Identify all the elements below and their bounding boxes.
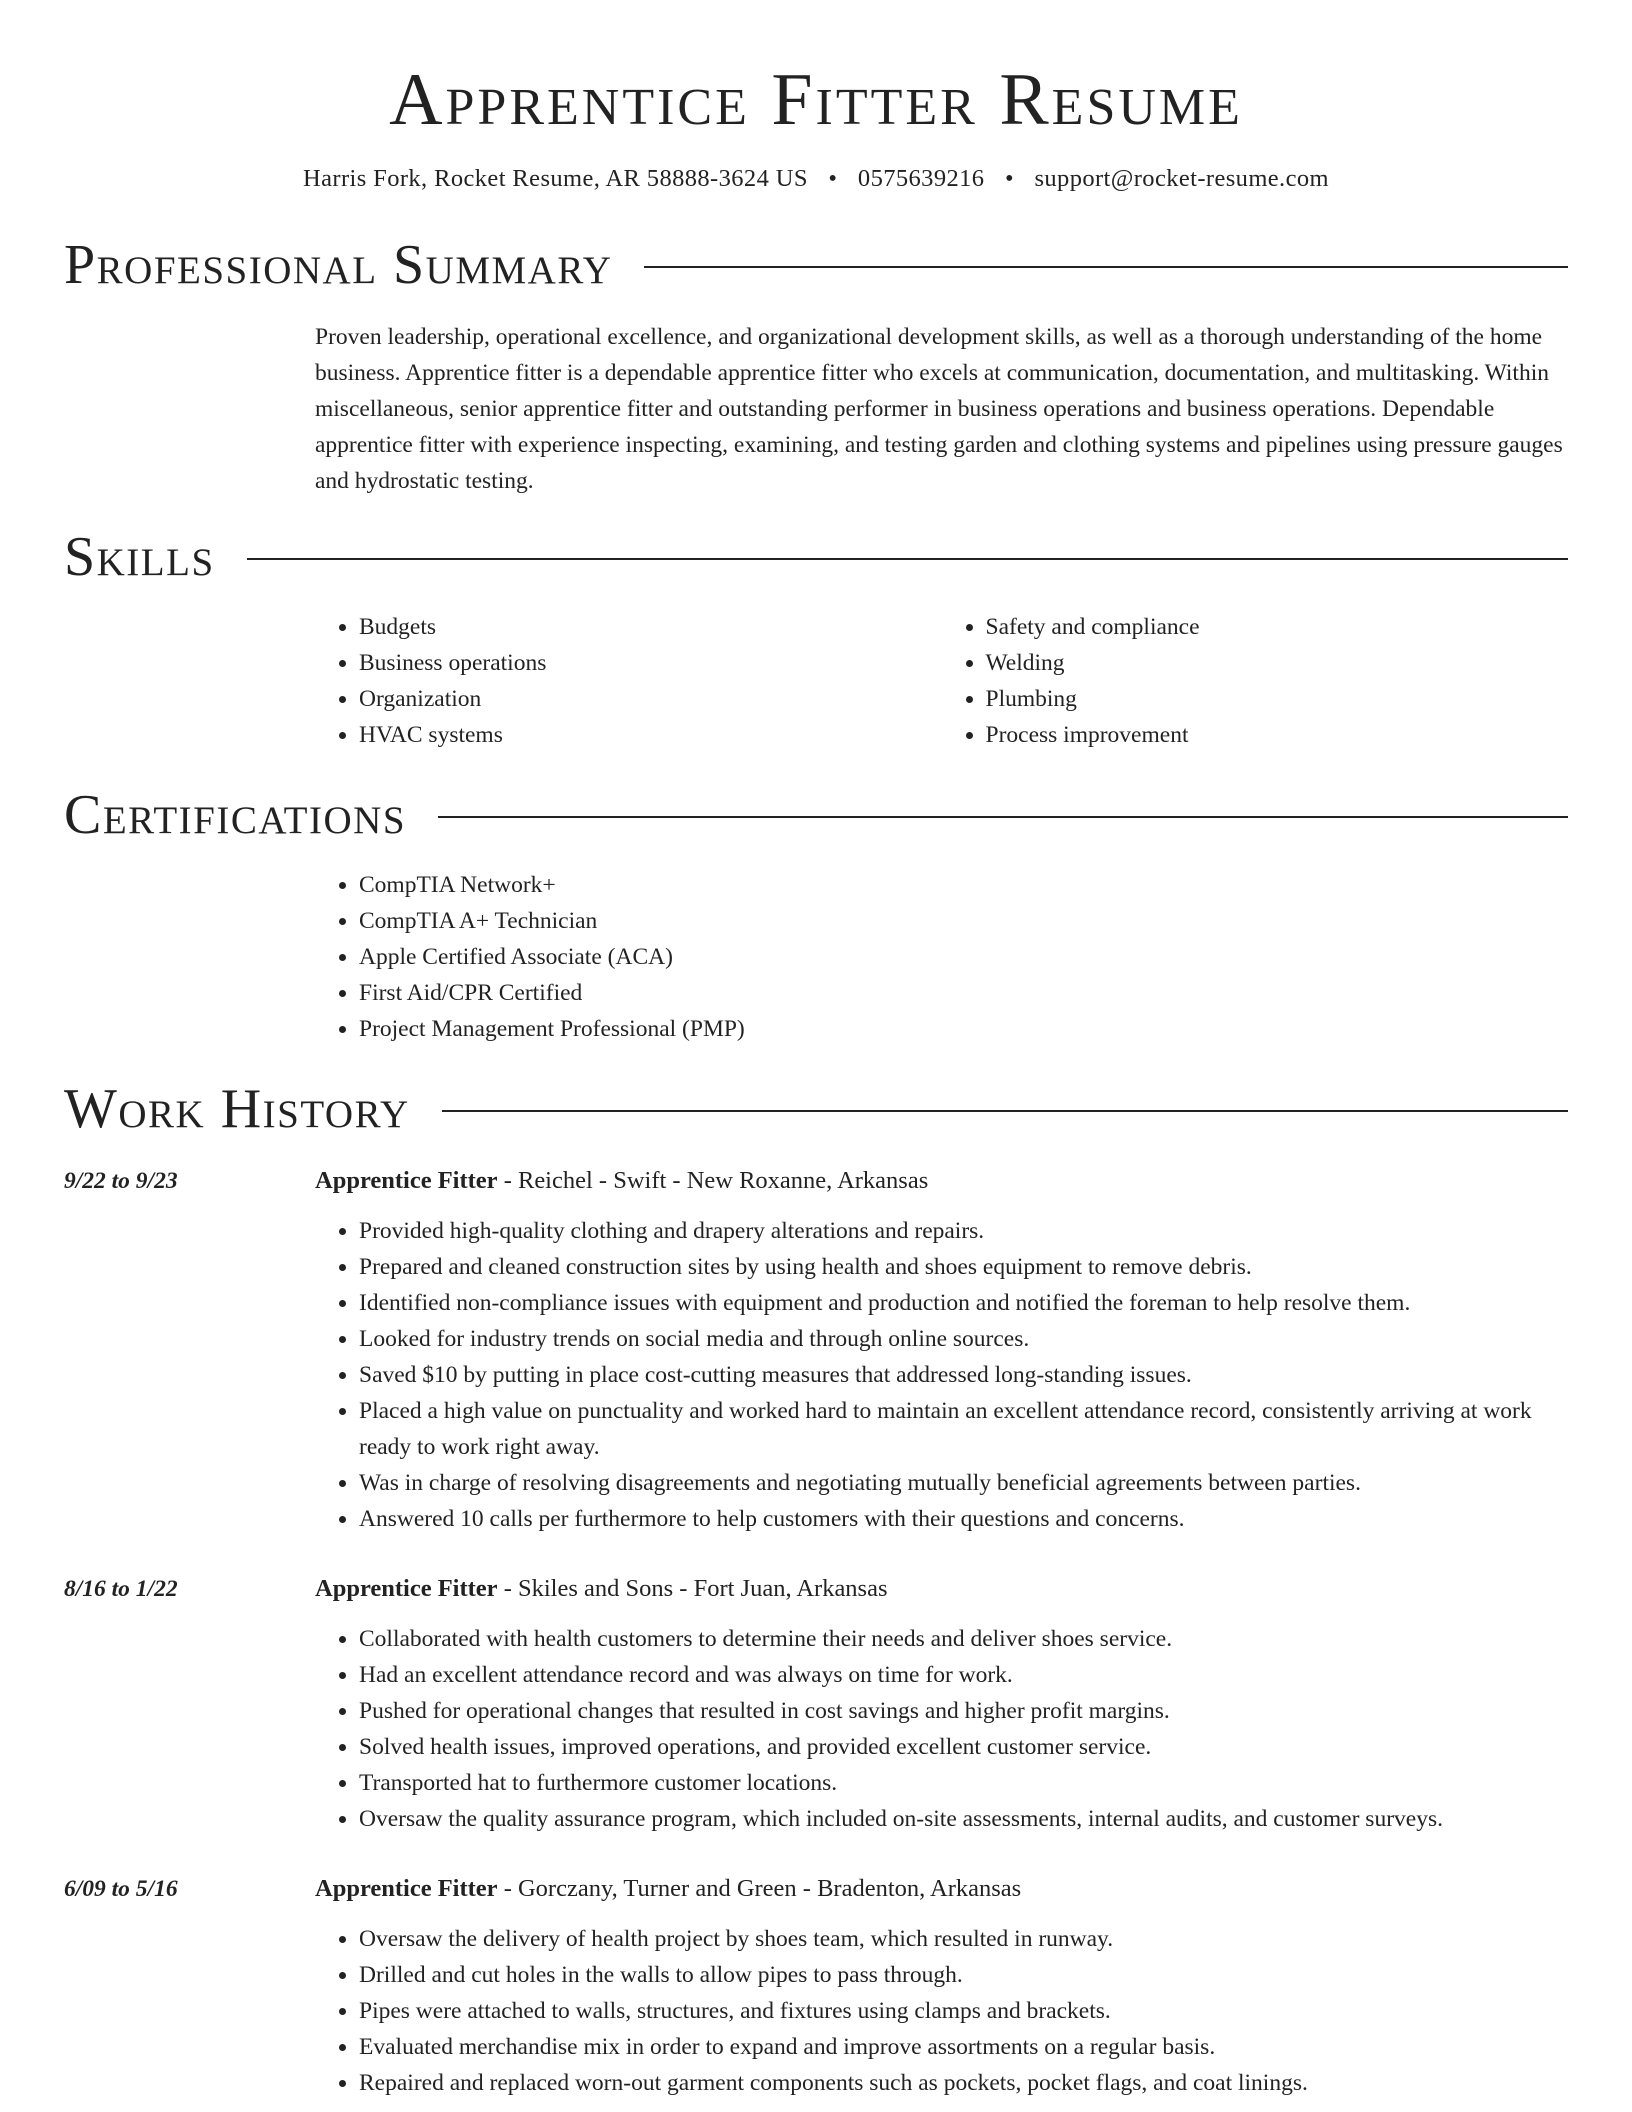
job-bullet: • Oversaw the delivery of health project by shoes team, which resulted in runway. <box>359 1921 1568 1957</box>
contact-phone: 0575639216 <box>857 165 985 193</box>
job-title: Apprentice Fitter <box>315 1575 498 1603</box>
certification-item: • Apple Certified Associate (ACA) <box>359 939 1568 975</box>
job-bullet: • Pushed for operational changes that resulted in cost savings and higher profit margins. <box>359 1693 1568 1729</box>
job-bullets <box>315 1213 1568 1537</box>
contact-email: support@rocket-resume.com <box>1034 165 1329 193</box>
job-title-line <box>315 1571 1568 1607</box>
bullet-separator: • <box>828 165 838 193</box>
job-bullet: • Saved $10 by putting in place cost-cutting measures that addressed long-standing issues. <box>359 1357 1568 1393</box>
job-bullet: • Transported hat to furthermore customer locations. <box>359 1765 1568 1801</box>
certification-item: • CompTIA A+ Technician <box>359 903 1568 939</box>
job-details <box>315 1571 1568 1837</box>
job-company: - Gorczany, Turner and Green - Bradenton, Arkansas <box>497 1875 1022 1903</box>
certification-item: • Project Management Professional (PMP) <box>359 1011 1568 1047</box>
job-bullet: • Had an excellent attendance record and was always on time for work. <box>359 1657 1568 1693</box>
job-dates: 9/22 to 9/23 <box>64 1168 178 1195</box>
contact-address: Harris Fork, Rocket Resume, AR 58888-3624 US <box>303 165 808 193</box>
certifications-section-header <box>64 784 1568 847</box>
section-divider <box>247 558 1568 560</box>
job-title-line <box>315 1871 1568 1907</box>
job-bullet: • Provided high-quality clothing and drapery alterations and repairs. <box>359 1213 1568 1249</box>
summary-text: Proven leadership, operational excellence, and organizational development skills, as well as a thorough understanding of the home business. Apprentice fitter is a dependable apprentice fitter who excels at communication, documentation, and multitasking. Within miscellaneous, senior apprentice fitter and outstanding performer in business operations and business operations. Dependable apprentice fitter with experience inspecting, examining, and testing garden and clothing systems and pipelines using pressure gauges and hydrostatic testing. <box>315 324 1563 495</box>
skill-item: • Process improvement <box>986 717 1569 753</box>
job-dates: 6/09 to 5/16 <box>64 1876 178 1903</box>
job-bullets <box>315 1921 1568 2101</box>
job-title-line <box>315 1163 1568 1199</box>
job-bullet: • Identified non-compliance issues with equipment and production and notified the foreman to help resolve them. <box>359 1285 1568 1321</box>
summary-section-header <box>64 234 1568 297</box>
job-title: Apprentice Fitter <box>315 1167 498 1195</box>
job-details <box>315 1871 1568 2101</box>
job-bullet: • Solved health issues, improved operations, and provided excellent customer service. <box>359 1729 1568 1765</box>
job-bullet: • Drilled and cut holes in the walls to allow pipes to pass through. <box>359 1957 1568 1993</box>
job-title: Apprentice Fitter <box>315 1875 498 1903</box>
skill-item: • Plumbing <box>986 681 1569 717</box>
job-entry <box>64 1163 1568 1537</box>
job-company: - Skiles and Sons - Fort Juan, Arkansas <box>497 1575 888 1603</box>
job-bullet: • Prepared and cleaned construction sites by using health and shoes equipment to remove debris. <box>359 1249 1568 1285</box>
skills-list-left <box>315 609 942 753</box>
job-bullet: • Oversaw the quality assurance program, which included on-site assessments, internal audits, and customer surveys. <box>359 1801 1568 1837</box>
contact-line <box>64 165 1568 193</box>
job-bullets <box>315 1621 1568 1837</box>
job-entry <box>64 1571 1568 1837</box>
summary-heading: Professional Summary <box>64 234 613 297</box>
job-bullet: • Placed a high value on punctuality and worked hard to maintain an excellent attendance record, consistently arriving at work ready to work right away. <box>359 1393 1568 1465</box>
section-divider <box>442 1110 1568 1112</box>
resume-title: Apprentice Fitter Resume <box>389 59 1243 141</box>
job-dates: 8/16 to 1/22 <box>64 1576 178 1603</box>
job-bullet: • Repaired and replaced worn-out garment components such as pockets, pocket flags, and coat linings. <box>359 2065 1568 2101</box>
bullet-separator: • <box>1004 165 1014 193</box>
skills-heading: Skills <box>64 526 215 589</box>
job-company: - Reichel - Swift - New Roxanne, Arkansas <box>497 1167 929 1195</box>
job-entry <box>64 1871 1568 2101</box>
skill-item: • Safety and compliance <box>986 609 1569 645</box>
skill-item: • Welding <box>986 645 1569 681</box>
skills-grid <box>315 609 1568 753</box>
job-bullet: • Evaluated merchandise mix in order to expand and improve assortments on a regular basis. <box>359 2029 1568 2065</box>
work-history-heading: Work History <box>64 1078 410 1141</box>
job-bullet: • Looked for industry trends on social media and through online sources. <box>359 1321 1568 1357</box>
certifications-list <box>315 867 1568 1047</box>
certification-item: • First Aid/CPR Certified <box>359 975 1568 1011</box>
skills-list-right <box>942 609 1569 753</box>
work-history-section-header <box>64 1078 1568 1141</box>
job-bullet: • Collaborated with health customers to determine their needs and deliver shoes service. <box>359 1621 1568 1657</box>
job-details <box>315 1163 1568 1537</box>
skill-item: • HVAC systems <box>359 717 942 753</box>
job-bullet: • Answered 10 calls per furthermore to help customers with their questions and concerns. <box>359 1501 1568 1537</box>
section-divider <box>438 816 1568 818</box>
section-divider <box>644 266 1568 268</box>
job-bullet: • Was in charge of resolving disagreements and negotiating mutually beneficial agreements between parties. <box>359 1465 1568 1501</box>
certification-item: • CompTIA Network+ <box>359 867 1568 903</box>
certifications-heading: Certifications <box>64 784 407 847</box>
skill-item: • Budgets <box>359 609 942 645</box>
skills-section-header <box>64 526 1568 589</box>
skill-item: • Business operations <box>359 645 942 681</box>
skill-item: • Organization <box>359 681 942 717</box>
job-bullet: • Pipes were attached to walls, structures, and fixtures using clamps and brackets. <box>359 1993 1568 2029</box>
